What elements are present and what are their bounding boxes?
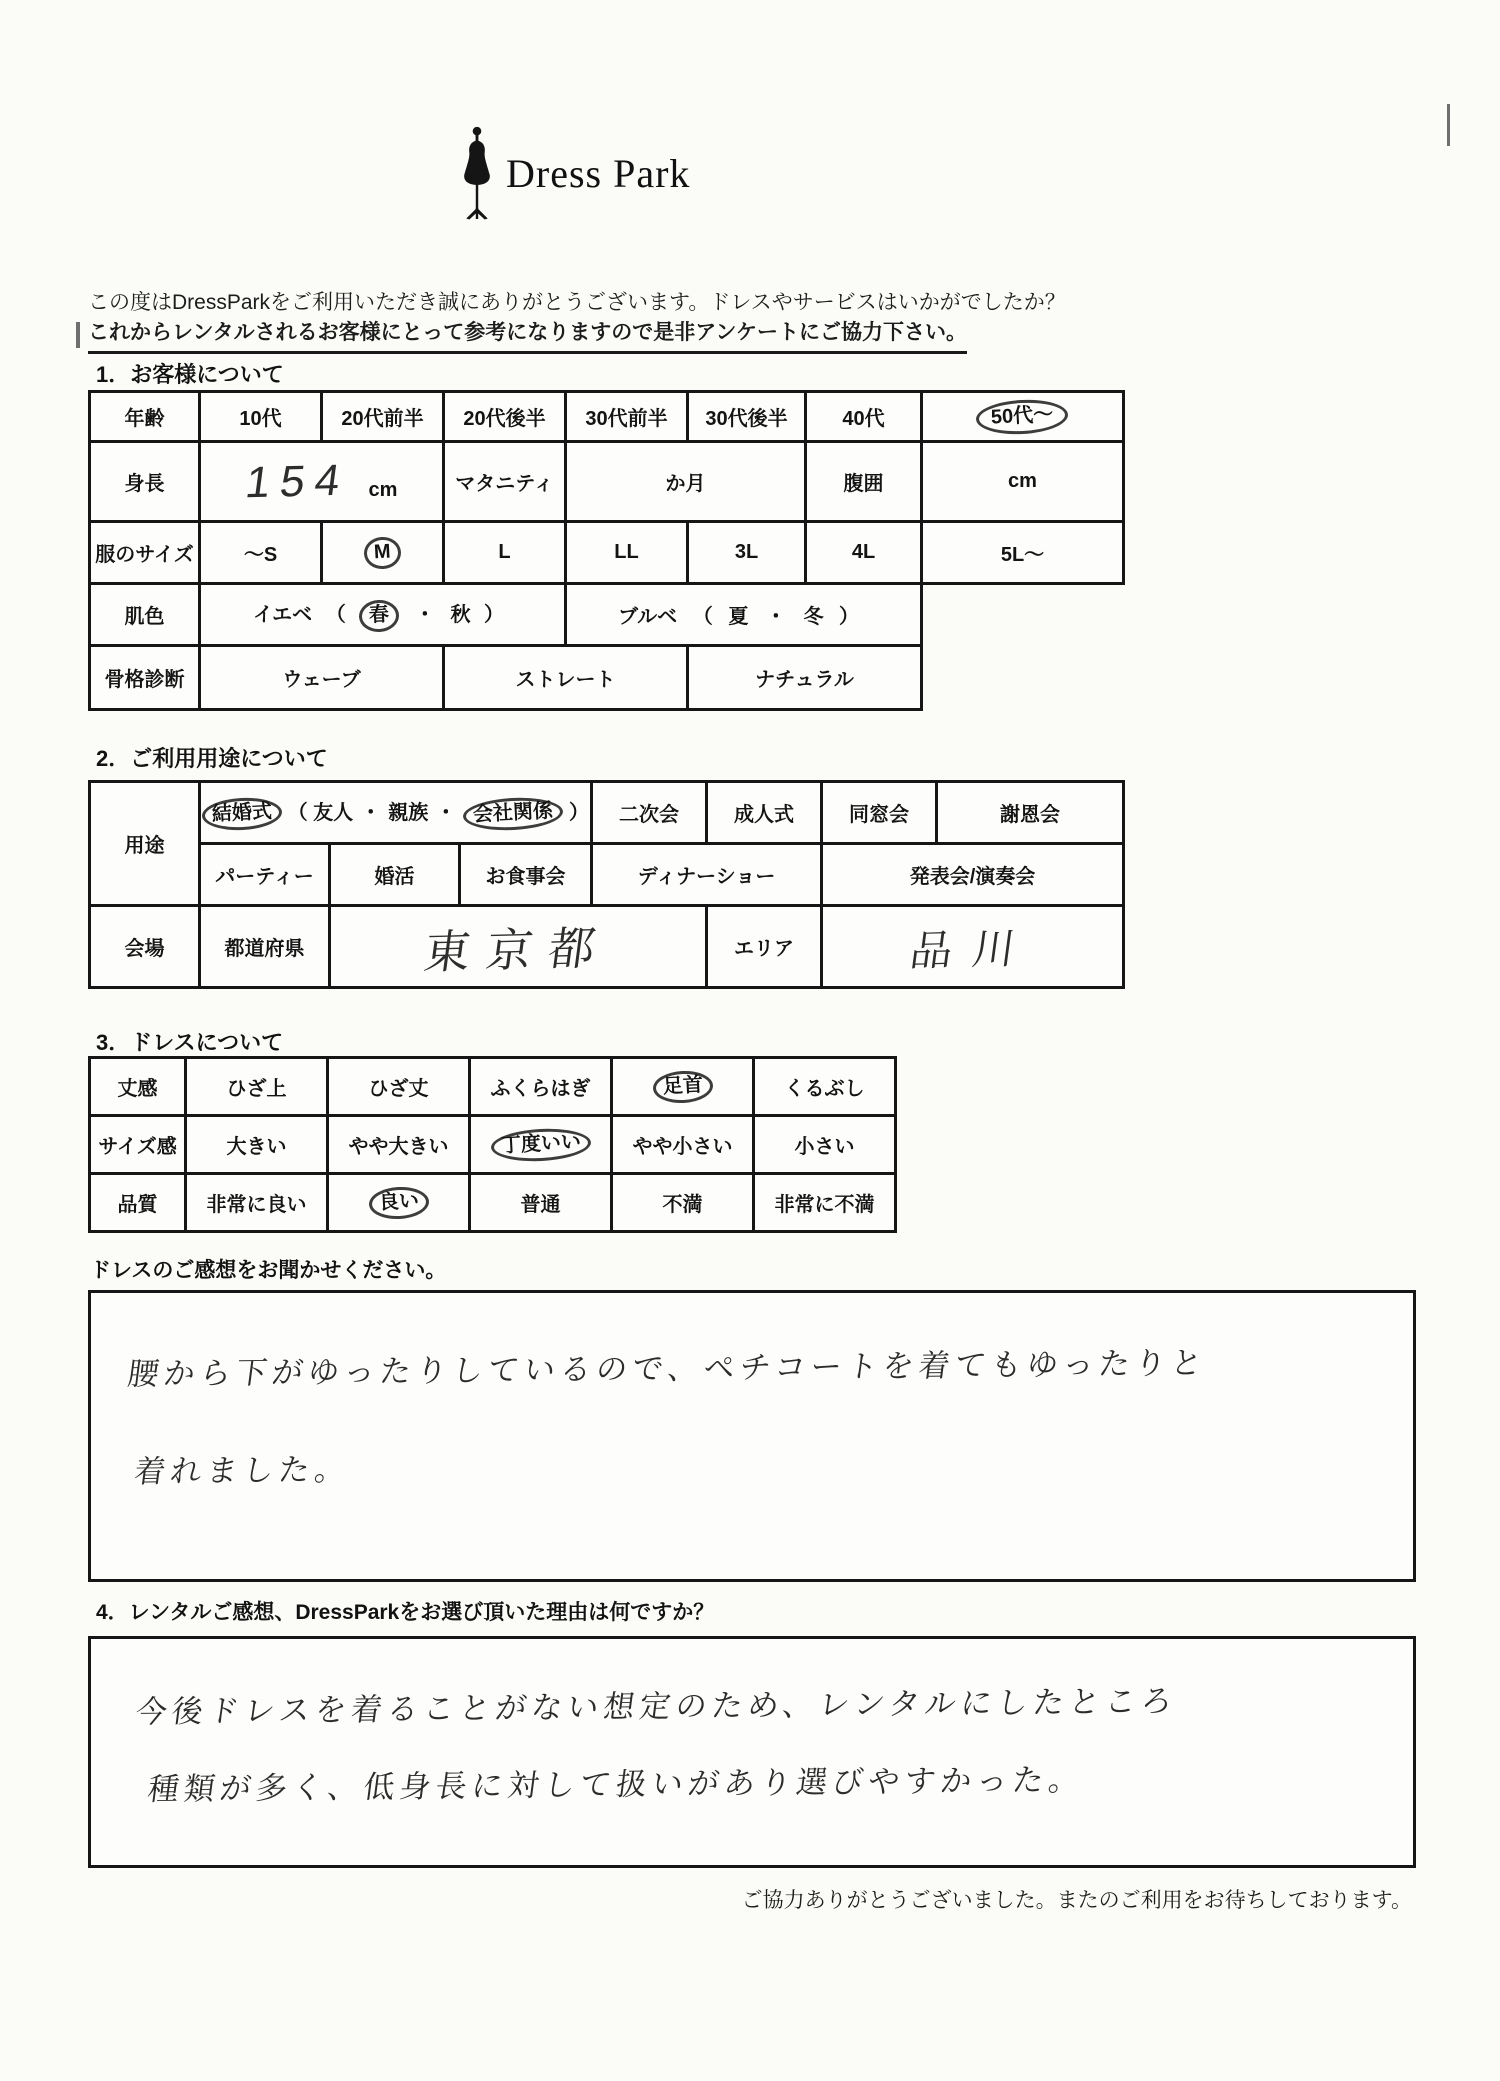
selected-fit-circle: 丁度いい xyxy=(490,1126,592,1163)
option-cell: ナチュラル xyxy=(688,646,922,710)
age-row xyxy=(90,392,1124,442)
dress-comment-box xyxy=(88,1290,1416,1582)
wedding-cell xyxy=(200,782,592,844)
row-label-size: 服のサイズ xyxy=(90,522,200,584)
option-cell: 10代 xyxy=(200,392,322,442)
section-3-heading: 3．ドレスについて xyxy=(96,1030,284,1055)
brand-name: Dress Park xyxy=(506,151,691,196)
waist-label-cell: 腹囲 xyxy=(806,442,922,522)
option-cell: 5L～ xyxy=(922,522,1124,584)
empty-cell xyxy=(922,646,1124,710)
option-cell: ふくらはぎ xyxy=(470,1058,612,1116)
frame-row xyxy=(90,646,1124,710)
separator: ・ xyxy=(765,606,786,628)
option-cell: ひざ上 xyxy=(186,1058,328,1116)
option-cell: 謝恩会 xyxy=(937,782,1124,844)
wedding-rel-friends: 友人 xyxy=(313,801,354,824)
separator: ・ xyxy=(435,801,456,824)
option-cell: 40代 xyxy=(806,392,922,442)
option-cell-selected xyxy=(328,1174,470,1232)
option-cell-selected xyxy=(922,392,1124,442)
selected-quality-circle: 良い xyxy=(368,1185,430,1220)
q4-comment-line-2: 種類が多く、低身長に対して扱いがあり選びやすかった。 xyxy=(145,1762,1087,1807)
skin-row xyxy=(90,584,1124,646)
quality-row xyxy=(90,1174,896,1232)
option-cell: 非常に良い xyxy=(186,1174,328,1232)
row-label-venue: 会場 xyxy=(90,906,200,988)
height-value-cell xyxy=(200,442,444,522)
fit-row xyxy=(90,1116,896,1174)
row-label-age: 年齢 xyxy=(90,392,200,442)
row-label-purpose: 用途 xyxy=(90,782,200,906)
option-cell: ひざ丈 xyxy=(328,1058,470,1116)
selected-wedding-rel-circle: 会社関係 xyxy=(463,795,565,832)
paren: （ xyxy=(692,606,713,628)
intro-line-2: これからレンタルされるお客様にとって参考になりますので是非アンケートにご協力下さい。 xyxy=(88,316,967,354)
height-row xyxy=(90,442,1124,522)
paren: ） xyxy=(568,801,589,824)
size-row xyxy=(90,522,1124,584)
q4-comment-line-1: 今後ドレスを着ることがない想定のため、レンタルにしたところ xyxy=(133,1683,1180,1730)
skin-summer-label: 夏 xyxy=(728,606,749,628)
option-cell-selected xyxy=(612,1058,754,1116)
option-cell: 3L xyxy=(688,522,806,584)
dress-comment-line-2: 着れました。 xyxy=(132,1451,354,1490)
scan-artifact-line xyxy=(1447,104,1450,146)
option-cell: 非常に不満 xyxy=(754,1174,896,1232)
option-cell: 成人式 xyxy=(707,782,822,844)
q4-comment-box xyxy=(88,1636,1416,1868)
row-label-skin: 肌色 xyxy=(90,584,200,646)
option-cell: くるぶし xyxy=(754,1058,896,1116)
skin-autumn-label: 秋 xyxy=(450,603,471,626)
row-label-frame: 骨格診断 xyxy=(90,646,200,710)
separator: ・ xyxy=(360,801,381,824)
paren: ） xyxy=(839,606,859,628)
wedding-rel-family: 親族 xyxy=(388,801,429,824)
option-cell-selected xyxy=(322,522,444,584)
option-cell: やや小さい xyxy=(612,1116,754,1174)
option-cell: 4L xyxy=(806,522,922,584)
option-cell: ウェーブ xyxy=(200,646,444,710)
dress-comment-line-1: 腰から下がゆったりしているので、ペチコートを着てもゆったりと xyxy=(125,1345,1210,1392)
option-cell: ストレート xyxy=(444,646,688,710)
option-cell: 20代前半 xyxy=(322,392,444,442)
row-label-height: 身長 xyxy=(90,442,200,522)
option-cell: パーティー xyxy=(200,844,330,906)
purpose-row-2 xyxy=(90,844,1124,906)
selected-length-circle: 足首 xyxy=(652,1069,714,1104)
row-label-length: 丈感 xyxy=(90,1058,186,1116)
option-cell: LL xyxy=(566,522,688,584)
skin-blue-cell xyxy=(566,584,922,646)
maternity-label-cell: マタニティ xyxy=(444,442,566,522)
venue-row xyxy=(90,906,1124,988)
option-cell: ～S xyxy=(200,522,322,584)
skin-winter-label: 冬 xyxy=(803,606,824,628)
row-label-fit: サイズ感 xyxy=(90,1116,186,1174)
prefecture-handwritten: 東京都 xyxy=(420,921,615,978)
purpose-row-1 xyxy=(90,782,1124,844)
section-2-heading: 2．ご利用用途について xyxy=(96,746,328,771)
option-cell: 20代後半 xyxy=(444,392,566,442)
brand-logo xyxy=(458,126,690,220)
option-cell: 発表会/演奏会 xyxy=(822,844,1124,906)
option-cell: ディナーショー xyxy=(592,844,822,906)
area-label-cell: エリア xyxy=(707,906,822,988)
usage-table xyxy=(88,780,1125,989)
section-1-heading: 1．お客様について xyxy=(96,362,284,387)
height-value-handwritten: 154 xyxy=(242,455,353,507)
dress-comment-heading: ドレスのご感想をお聞かせください。 xyxy=(90,1259,447,1282)
option-cell: L xyxy=(444,522,566,584)
paren: （ xyxy=(287,801,308,824)
selected-wedding-circle: 結婚式 xyxy=(201,795,283,831)
option-cell: 不満 xyxy=(612,1174,754,1232)
empty-cell xyxy=(922,584,1124,646)
selected-size-circle: M xyxy=(363,536,401,570)
option-cell: 30代前半 xyxy=(566,392,688,442)
dress-form-icon xyxy=(458,126,496,220)
row-label-quality: 品質 xyxy=(90,1174,186,1232)
months-label-cell: か月 xyxy=(566,442,806,522)
area-handwritten: 品川 xyxy=(906,923,1038,975)
option-cell: 二次会 xyxy=(592,782,707,844)
option-cell: やや大きい xyxy=(328,1116,470,1174)
closing-text: ご協力ありがとうございました。またのご利用をお待ちしております。 xyxy=(741,1889,1412,1912)
waist-unit-cell: cm xyxy=(922,442,1124,522)
height-unit: cm xyxy=(368,478,398,501)
selected-skin-circle: 春 xyxy=(359,598,401,632)
skin-yellow-label: イエベ xyxy=(252,603,313,626)
selected-age-circle: 50代～ xyxy=(976,397,1070,436)
customer-table xyxy=(88,390,1125,711)
area-value-cell xyxy=(822,906,1124,988)
separator: ・ xyxy=(414,603,435,626)
prefecture-label-cell: 都道府県 xyxy=(200,906,330,988)
prefecture-value-cell xyxy=(330,906,707,988)
intro-line-1: この度はDressParkをご利用いただき誠にありがとうございます。ドレスやサービスはいかがでしたか？ xyxy=(88,291,1066,314)
length-row xyxy=(90,1058,896,1116)
paren: （ xyxy=(325,603,346,626)
option-cell: 30代後半 xyxy=(688,392,806,442)
option-cell-selected xyxy=(470,1116,612,1174)
scan-artifact-tick xyxy=(76,322,80,348)
skin-blue-label: ブルベ xyxy=(617,606,678,628)
paren: ） xyxy=(484,603,504,626)
skin-yellow-cell xyxy=(200,584,566,646)
option-cell: 大きい xyxy=(186,1116,328,1174)
option-cell: 同窓会 xyxy=(822,782,937,844)
section-4-heading: 4．レンタルご感想、DressParkをお選び頂いた理由は何ですか？ xyxy=(96,1601,715,1624)
dress-table xyxy=(88,1056,897,1233)
option-cell: 婚活 xyxy=(330,844,460,906)
option-cell: 普通 xyxy=(470,1174,612,1232)
option-cell: 小さい xyxy=(754,1116,896,1174)
option-cell: お食事会 xyxy=(460,844,592,906)
